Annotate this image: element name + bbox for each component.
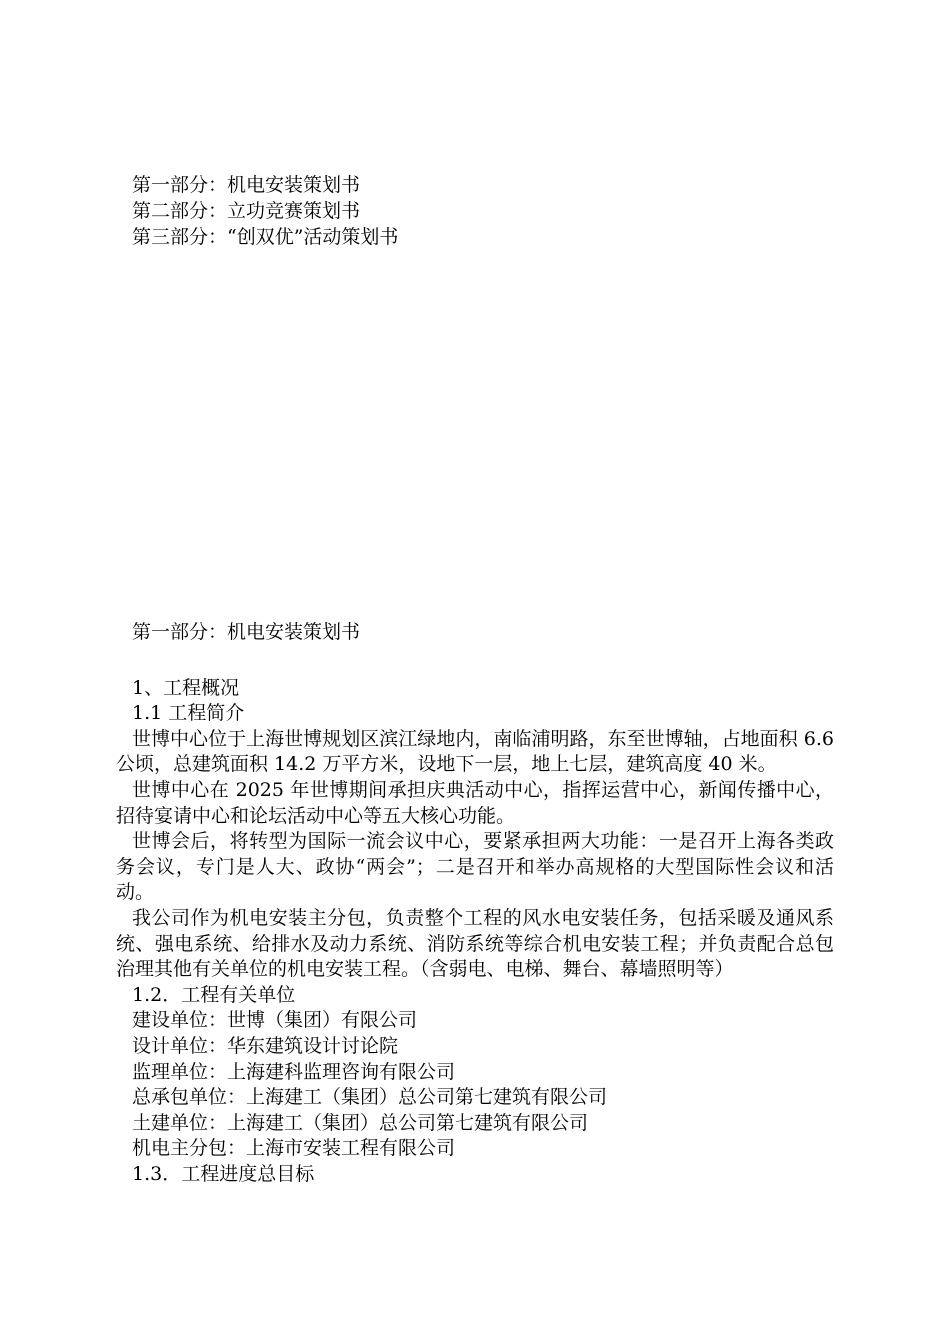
heading-project-intro: 1.1 工程简介 <box>132 702 245 725</box>
unit-supervisor: 监理单位：上海建科监理咨询有限公司 <box>132 1060 456 1083</box>
part-title: 第一部分：机电安装策划书 <box>132 621 361 643</box>
unit-general-contractor: 总承包单位：上海建工（集团）总公司第七建筑有限公司 <box>132 1086 608 1109</box>
table-of-contents <box>132 172 398 250</box>
toc-item-part-2: 第二部分：立功竞赛策划书 <box>132 200 361 222</box>
section-content <box>116 620 834 1187</box>
unit-owner: 建设单位：世博（集团）有限公司 <box>132 1009 418 1032</box>
heading-schedule-goal: 1.3．工程进度总目标 <box>132 1162 315 1185</box>
paragraph-company-scope: 我公司作为机电安装主分包，负责整个工程的风水电安装任务，包括采暖及通风系统、强电系统、给排水及动力系统、消防系统等综合机电安装工程；并负责配合总包治理其他有关单位的机电安装工程。（含弱电、电梯、舞台、幕墙照明等） <box>116 906 834 981</box>
paragraph-expo-functions: 世博中心在 2025 年世博期间承担庆典活动中心，指挥运营中心，新闻传播中心，招待宴请中心和论坛活动中心等五大核心功能。 <box>116 778 834 827</box>
unit-mep-subcontractor: 机电主分包：上海市安装工程有限公司 <box>132 1137 456 1160</box>
toc-item-part-1: 第一部分：机电安装策划书 <box>132 174 361 196</box>
unit-civil-contractor: 土建单位：上海建工（集团）总公司第七建筑有限公司 <box>132 1111 589 1134</box>
toc-item-part-3: 第三部分：“创双优”活动策划书 <box>132 226 399 248</box>
paragraph-location: 世博中心位于上海世博规划区滨江绿地内，南临浦明路，东至世博轴，占地面积 6.6 公顷，总建筑面积 14.2 万平方米，设地下一层，地上七层，建筑高度 40 米。 <box>116 727 834 776</box>
heading-related-units: 1.2．工程有关单位 <box>132 983 296 1006</box>
unit-designer: 设计单位：华东建筑设计讨论院 <box>132 1034 399 1057</box>
paragraph-post-expo: 世博会后，将转型为国际一流会议中心，要紧承担两大功能：一是召开上海各类政务会议，专门是人大、政协“两会”；二是召开和举办高规格的大型国际性会议和活动。 <box>116 830 834 904</box>
heading-project-overview: 1、工程概况 <box>132 676 240 699</box>
